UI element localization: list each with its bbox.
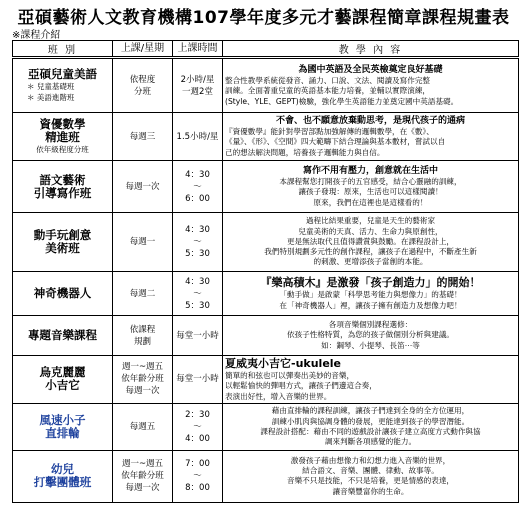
class-name: 烏克麗麗 <box>39 365 86 380</box>
class-name-cell <box>13 58 113 113</box>
schedule-cell: 依課程 規劃 <box>113 316 173 356</box>
header-schedule: 上課/星期 <box>113 41 173 58</box>
schedule-cell: 每週二 <box>113 272 173 316</box>
class-name: 動手玩創意 <box>33 228 92 242</box>
class-name: 亞碩兒童美語 <box>28 67 97 81</box>
class-name-cell <box>13 272 113 316</box>
time-cell: 1.5小時/星 <box>173 113 223 161</box>
class-name-cell <box>13 356 113 404</box>
time-cell: 4：30 ～ 6：00 <box>173 161 223 213</box>
description-cell: 各項音樂個別課程選修： 依孩子性格特質，為您的孩子做個別分析與建議。 如：鋼琴、小提琴、長笛⋯等 <box>223 316 519 356</box>
table-row <box>13 58 519 113</box>
description-headline: 不會、也不願意放棄動思考，是現代孩子的通病 <box>275 116 465 127</box>
description-cell: 為國中英語及全民英檢奠定良好基礎 整合性教學系統從發音、誦力、口說、文法、閱讀及寫作完整 訓練。全面著重兒童的英語基本能力培養，並輔以實際演練， (Style、YLE、GEPT)檢驗，強化學生英語能力並奠定國中英語基礎。 <box>223 58 519 113</box>
description-headline: 夏威夷小吉它-ukulele <box>225 357 342 370</box>
schedule-cell: 每週三 <box>113 113 173 161</box>
time-cell: 4：30 ～ 5：30 <box>173 272 223 316</box>
description-cell: 過程比結果重要，兒童是天生的藝術家 兒童美術的天真、活力、生命力與原創性， 更是無法取代且值得讚賞與鼓勵。在課程設計上， 我們特別規劃多元性的創作課程，讓孩子在過程中，不斷產生新 的刺激、更增添孩子當創的本能。 <box>223 213 519 272</box>
description-headline: 『樂高積木』是激發「孩子創造力」的開始！ <box>260 276 481 290</box>
table-row <box>13 272 519 316</box>
schedule-cell: 每週一次 <box>113 161 173 213</box>
time-cell: 4：30 ～ 5：30 <box>173 213 223 272</box>
class-name: 小吉它 <box>45 378 80 393</box>
class-name: 引導寫作班 <box>33 185 92 200</box>
table-row <box>13 316 519 356</box>
class-name: 美術班 <box>45 241 80 255</box>
class-name: 資優數學 <box>39 117 86 131</box>
schedule-cell: 每週五 <box>113 403 173 450</box>
class-name: 精進班 <box>45 130 80 144</box>
class-name-cell <box>13 213 113 272</box>
schedule-cell: 依程度 分班 <box>113 58 173 113</box>
class-name: 幼兒 <box>51 462 74 477</box>
header-content: 教 學 內 容 <box>223 41 519 58</box>
schedule-cell: 週一~週五 依年齡分班 每週一次 <box>113 356 173 404</box>
description-cell: 激發孩子藉由想像力和幻想力進入音樂的世界， 結合語文、音樂、團體、律動、故事等。 音樂不只是技能，不只是培養，更是情感的表達， 讓音樂豐富你的生命。 <box>223 450 519 502</box>
description-cell: 藉由直排輪的課程訓練，讓孩子們達到全身的全方位運用， 訓練小肌肉與協調身體的發展，更能達到孩子的學習潛能。 課程設計搭配：藉由不同的遊戲設計讓孩子建立高度方式動作與協 調來判斷各項感覺的能力。 <box>223 403 519 450</box>
class-name: 語文藝術 <box>39 172 86 187</box>
schedule-cell: 每週一 <box>113 213 173 272</box>
description-cell: 不會、也不願意放棄動思考，是現代孩子的通病 『資優數學』能針對學習部點加強解傳的邏輯數學，在《數》、 《量》、《形》、《空間》四大範疇下結合理論與基本數材，嘗試以自 己的想法解決問題，培養孩子邏輯能力與自信。 <box>223 113 519 161</box>
class-sub: ＊ 兒童基礎班 <box>27 82 75 91</box>
table-row <box>13 450 519 502</box>
description-cell: 寫作不用有壓力，創意就在生活中 本課程幫您打開孩子的五官感受，結合心靈融的訓練， 讓孩子發現：原來，生活也可以這樣閱讀！ 原來，我們在這裡也是這樣看的！ <box>223 161 519 213</box>
class-name: 專題音樂課程 <box>28 328 97 342</box>
schedule-cell: 週一~週五 依年齡分班 每週一次 <box>113 450 173 502</box>
time-cell: 每堂一小時 <box>173 356 223 404</box>
time-cell: 每堂一小時 <box>173 316 223 356</box>
class-name-cell <box>13 450 113 502</box>
class-name-cell <box>13 316 113 356</box>
table-row <box>13 403 519 450</box>
description-headline: 寫作不用有壓力，創意就在生活中 <box>302 166 438 177</box>
description-cell: 夏威夷小吉它-ukulele 簡單的和弦也可以彈奏出美妙的音樂， 以輕鬆愉快的彈唱方式，讓孩子們邊這合奏， 表演出好性，增入音樂的世界。 <box>223 356 519 404</box>
class-name: 打擊團體班 <box>33 475 92 490</box>
class-name: 直排輪 <box>45 425 80 440</box>
time-cell: 2：30 ～ 4：00 <box>173 403 223 450</box>
description-headline: 為國中英語及全民英檢奠定良好基礎 <box>298 65 443 76</box>
class-name: 風速小子 <box>39 412 86 427</box>
class-name-cell <box>13 403 113 450</box>
table-row <box>13 161 519 213</box>
class-name: 神奇機器人 <box>33 286 92 300</box>
class-name-cell <box>13 161 113 213</box>
course-table <box>12 40 519 503</box>
table-row <box>13 356 519 404</box>
caption: ※課程介紹 <box>12 30 61 41</box>
class-sub: ＊ 美語進階班 <box>27 93 75 102</box>
time-cell: 7：00 ～ 8：00 <box>173 450 223 502</box>
table-row <box>13 113 519 161</box>
description-cell: 『樂高積木』是激發「孩子創造力」的開始！ 「動手做」是啟蒙「科學思考能力與想像力」的基礎！ 在「神奇機器人」裡，讓孩子擁有創造力及想像力吧！ <box>223 272 519 316</box>
table-row <box>13 213 519 272</box>
class-note: 依年級程度分班 <box>36 145 89 154</box>
header-class: 班 別 <box>13 41 113 58</box>
header-time: 上課時間 <box>173 41 223 58</box>
class-name-cell <box>13 113 113 161</box>
time-cell: 2小時/星 一週2堂 <box>173 58 223 113</box>
page-title: 亞碩藝術人文教育機構107學年度多元才藝課程簡章課程規畫表 <box>17 8 510 28</box>
